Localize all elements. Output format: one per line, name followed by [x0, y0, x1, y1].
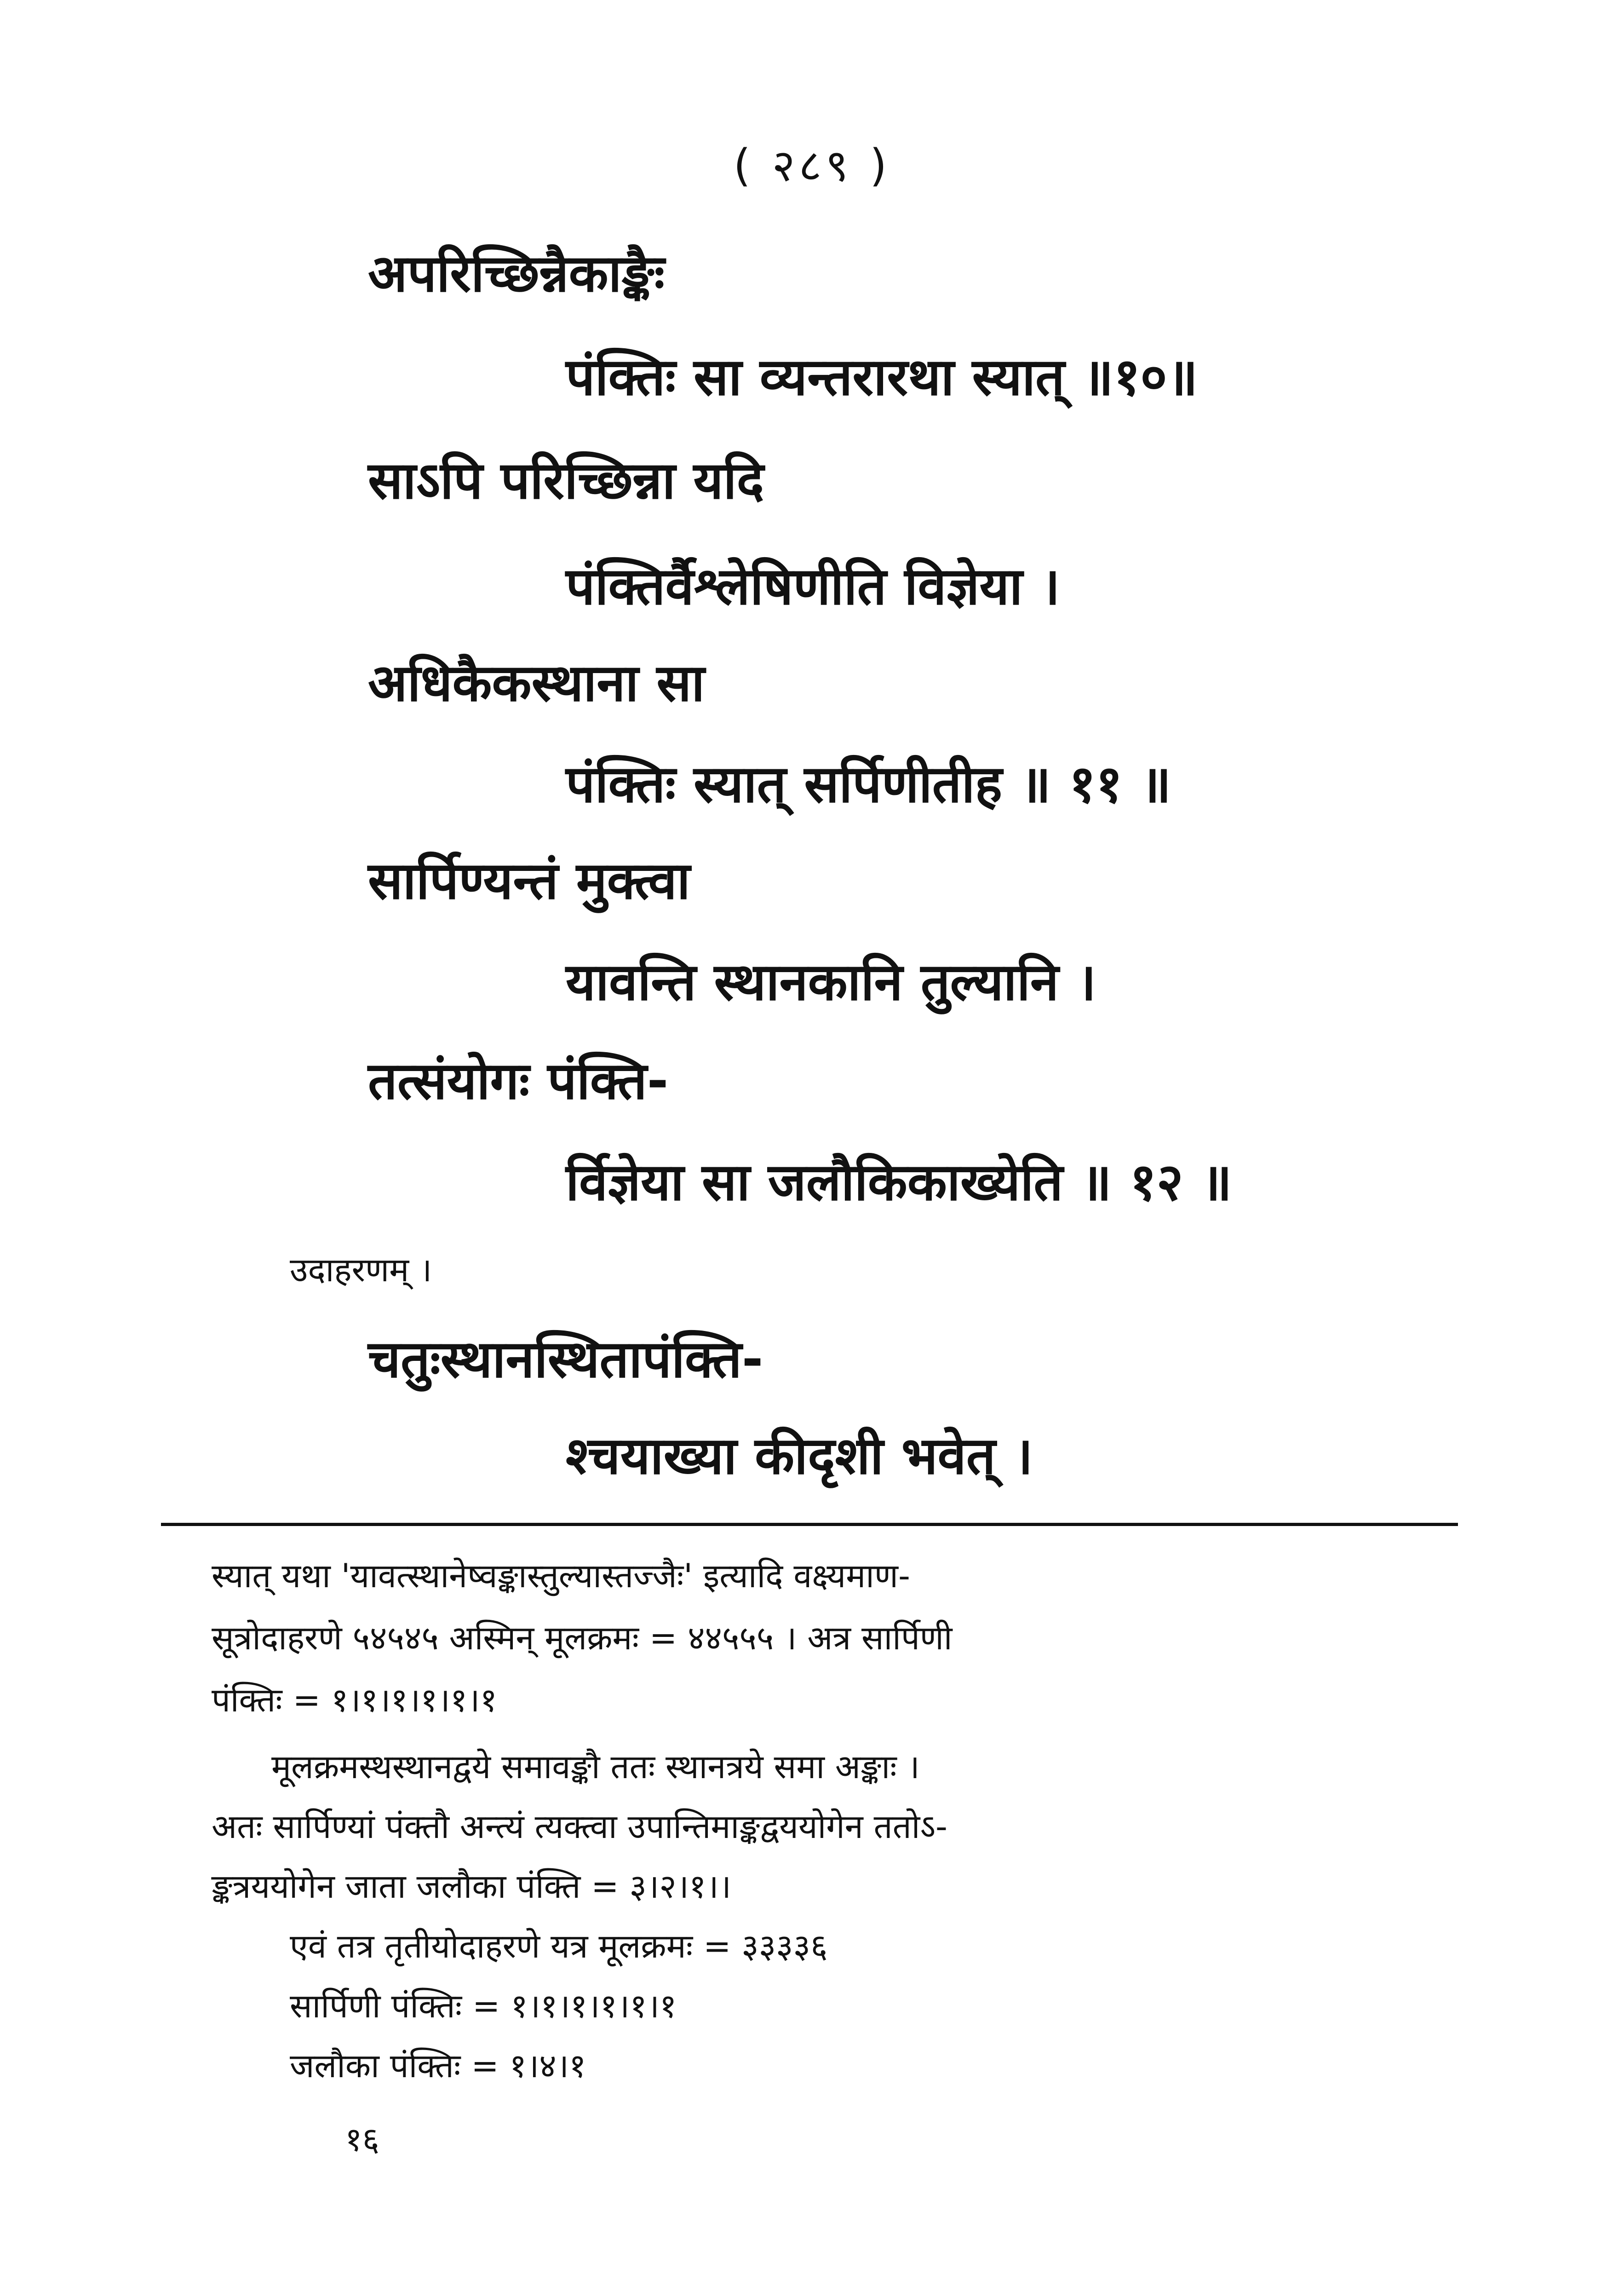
page-number: ( २८९ ) [733, 140, 891, 191]
example-heading: उदाहरणम् । [290, 1250, 432, 1289]
verse-12-line-2: र्विज्ञेया सा जलौकिकाख्येति ॥ १२ ॥ [566, 1152, 1232, 1212]
example-verse-line-1: चतुःस्थानस्थितापंक्ति- [368, 1330, 763, 1389]
commentary-line: स्यात् यथा 'यावत्स्थानेष्वङ्कास्तुल्यास्तज्जैः' इत्यादि वक्ष्यमाण- [212, 1556, 910, 1595]
verse-10-line-1: अपरिच्छिन्नैकाङ्कैः [368, 244, 665, 304]
verse-12-line-1: तत्संयोगः पंक्ति- [368, 1051, 669, 1111]
commentary-line: सार्पिणी पंक्तिः = १।१।१।१।१।१ [290, 1987, 677, 2025]
verse-11a-line-1: साऽपि परिच्छिन्ना यदि [368, 451, 764, 511]
commentary-line: जलौका पंक्तिः = १।४।१ [290, 2046, 586, 2085]
commentary-line: एवं तत्र तृतीयोदाहरणे यत्र मूलक्रमः = ३३३३६ [290, 1927, 828, 1965]
verse-10-line-2: पंक्तिः सा व्यन्तरारथा स्यात् ॥१०॥ [566, 347, 1198, 407]
verse-11-line-1: अधिकैकस्थाना सा [368, 653, 705, 713]
verse-12a-line-1: सार्पिण्यन्तं मुक्त्वा [368, 851, 690, 911]
verse-11-line-2: पंक्तिः स्यात् सर्पिणीतीह ॥ ११ ॥ [566, 755, 1171, 814]
commentary-line: सूत्रोदाहरणे ५४५४५ अस्मिन् मूलक्रमः = ४४५५५ । अत्र सार्पिणी [212, 1619, 953, 1657]
footnote-divider [161, 1523, 1458, 1526]
verse-11a-line-2: पंक्तिर्वैश्लेषिणीति विज्ञेया । [566, 557, 1060, 616]
commentary-line: पंक्तिः = १।१।१।१।१।१ [212, 1681, 497, 1719]
verse-12a-line-2: यावन्ति स्थानकानि तुल्यानि । [566, 952, 1096, 1012]
commentary-line: अतः सार्पिण्यां पंक्तौ अन्त्यं त्यक्त्वा उपान्तिमाङ्कद्वययोगेन ततोऽ- [212, 1807, 947, 1846]
commentary-line: ङ्कत्रययोगेन जाता जलौका पंक्ति = ३।२।१।। [212, 1867, 731, 1906]
example-verse-line-2: श्चयाख्या कीदृशी भवेत् । [566, 1426, 1033, 1486]
folio-signature: १६ [345, 2120, 379, 2159]
commentary-line: मूलक्रमस्थस्थानद्वये समावङ्कौ ततः स्थानत्रये समा अङ्काः । [271, 1747, 920, 1786]
